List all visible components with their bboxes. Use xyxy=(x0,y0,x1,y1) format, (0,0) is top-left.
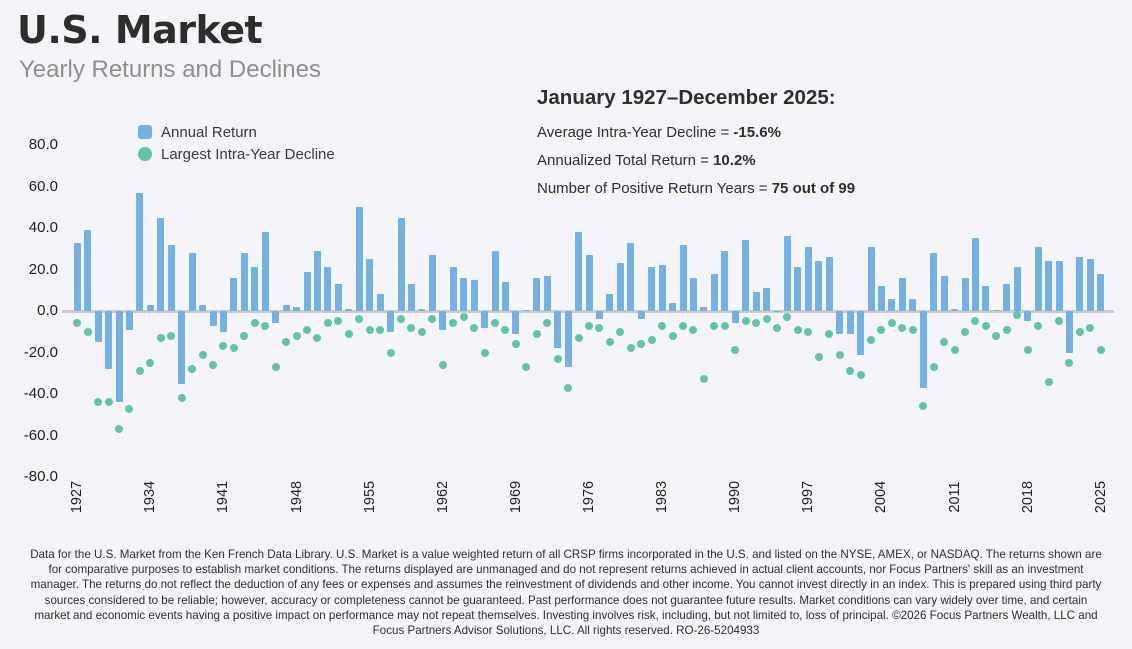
dot-1959 xyxy=(407,324,415,332)
stat-label: Average Intra-Year Decline = xyxy=(537,124,734,141)
bar-1985 xyxy=(680,245,687,311)
bar-2017 xyxy=(1014,267,1021,311)
dot-1947 xyxy=(282,338,290,346)
dot-1935 xyxy=(157,334,165,342)
dot-1958 xyxy=(397,315,405,323)
dot-1938 xyxy=(188,365,196,373)
bar-1943 xyxy=(241,253,248,311)
bar-1987 xyxy=(700,307,707,311)
y-tick-80.0: 80.0 xyxy=(28,136,58,153)
bar-1972 xyxy=(544,276,551,311)
bar-2001 xyxy=(847,311,854,334)
bar-2025 xyxy=(1097,274,1104,311)
dot-2019 xyxy=(1034,322,1042,330)
dot-2000 xyxy=(836,351,844,359)
bar-1986 xyxy=(690,278,697,311)
dot-1936 xyxy=(167,332,175,340)
bar-2002 xyxy=(857,311,864,355)
bar-1974 xyxy=(565,311,572,367)
dot-1973 xyxy=(554,355,562,363)
bar-1927 xyxy=(74,243,81,311)
bar-1956 xyxy=(377,294,384,311)
bar-1948 xyxy=(293,307,300,311)
dot-1997 xyxy=(804,328,812,336)
page-subtitle: Yearly Returns and Declines xyxy=(19,56,321,83)
bar-1975 xyxy=(575,232,582,311)
dot-1999 xyxy=(825,330,833,338)
bar-1938 xyxy=(189,253,196,311)
bar-2012 xyxy=(962,278,969,311)
dot-1944 xyxy=(251,319,259,327)
bar-1988 xyxy=(711,274,718,311)
dot-1954 xyxy=(355,315,363,323)
dot-2013 xyxy=(971,317,979,325)
bar-1970 xyxy=(523,310,530,311)
y-tick-60.0: 60.0 xyxy=(28,177,58,195)
dot-1957 xyxy=(387,349,395,357)
dot-2003 xyxy=(867,336,875,344)
dot-1967 xyxy=(491,319,499,327)
disclaimer-text: Data for the U.S. Market from the Ken French Data Library. U.S. Market is a value weighted return of all CRSP firms incorporated in the U.S. and listed on the NYSE, AMEX, or NASDAQ. The returns shown are for comparative purposes to establish market conditions. The returns displayed are unmanaged and do not represent returns achieved in actual client accounts, nor Focus Partners' skill as an investment manager. The returns do not reflect the deduction of any fees or expenses and assumes the reinvestment of dividends and other income. You cannot invest directly in an index. This is prepared using third party sources considered to be reliable; however, accuracy or completeness cannot be guaranteed. Past performance does not guarantee future results. Market conditions can vary widely over time, and certain market and economic events having a positive impact on performance may not repeat themselves. Investing involves risk, including, but not limited to, loss of principal. ©2026 Focus Partners Wealth, LLC and Focus Partners Advisor Solutions, LLC. All rights reserved. RO-26-5204933 xyxy=(30,548,1102,638)
dot-2025 xyxy=(1097,346,1105,354)
dot-1963 xyxy=(449,319,457,327)
dot-1988 xyxy=(710,322,718,330)
stat-label: Annualized Total Return = xyxy=(537,152,714,169)
y-tick-0.0: 0.0 xyxy=(37,302,58,319)
dot-2006 xyxy=(898,324,906,332)
bar-1996 xyxy=(794,267,801,311)
bar-1992 xyxy=(753,292,760,311)
bar-1950 xyxy=(314,251,321,311)
bar-1981 xyxy=(638,311,645,319)
dot-1943 xyxy=(240,332,248,340)
bar-1961 xyxy=(429,255,436,311)
bar-1951 xyxy=(324,267,331,311)
bar-2009 xyxy=(930,253,937,311)
bar-2006 xyxy=(899,278,906,311)
bar-1949 xyxy=(304,272,311,311)
dot-1952 xyxy=(334,317,342,325)
bar-1952 xyxy=(335,284,342,311)
y-tick--20.0: -20.0 xyxy=(23,343,58,361)
y-tick-40.0: 40.0 xyxy=(28,219,58,236)
bar-2013 xyxy=(972,238,979,311)
bar-2016 xyxy=(1003,284,1010,311)
dot-1962 xyxy=(439,361,447,369)
dot-1966 xyxy=(481,349,489,357)
bar-2000 xyxy=(836,311,843,334)
bar-1934 xyxy=(147,305,154,311)
bar-1963 xyxy=(450,267,457,311)
dot-1945 xyxy=(261,322,269,330)
legend-label: Largest Intra-Year Decline xyxy=(161,145,335,163)
bar-2024 xyxy=(1087,259,1094,311)
dot-1989 xyxy=(721,322,729,330)
bar-1998 xyxy=(815,261,822,311)
dot-2017 xyxy=(1013,311,1021,319)
dot-1951 xyxy=(324,319,332,327)
page-title: U.S. Market xyxy=(17,8,263,52)
bar-1942 xyxy=(230,278,237,311)
bar-1971 xyxy=(533,278,540,311)
x-tick-1976: 1976 xyxy=(581,480,597,514)
bar-1954 xyxy=(356,207,363,311)
dot-1934 xyxy=(146,359,154,367)
bar-1955 xyxy=(366,259,373,311)
bar-2019 xyxy=(1035,247,1042,311)
bar-1989 xyxy=(721,251,728,311)
bar-1929 xyxy=(95,311,102,342)
dot-1930 xyxy=(105,398,113,406)
dot-1961 xyxy=(428,315,436,323)
dot-2004 xyxy=(877,326,885,334)
bar-1940 xyxy=(210,311,217,326)
dot-1996 xyxy=(794,326,802,334)
bar-2010 xyxy=(941,276,948,311)
x-tick-1962: 1962 xyxy=(434,480,451,514)
bar-1983 xyxy=(659,265,666,311)
bar-1936 xyxy=(168,245,175,311)
bar-1965 xyxy=(471,280,478,311)
dot-1964 xyxy=(460,313,468,321)
bar-2005 xyxy=(888,299,895,311)
bar-1990 xyxy=(732,311,739,323)
bar-1995 xyxy=(784,236,791,311)
legend-label: Annual Return xyxy=(161,123,257,141)
x-tick-1941: 1941 xyxy=(215,480,232,514)
x-tick-1948: 1948 xyxy=(288,480,305,514)
bar-1979 xyxy=(617,263,624,311)
bar-1932 xyxy=(126,311,133,330)
bar-1997 xyxy=(805,247,812,311)
bar-1935 xyxy=(157,218,164,311)
y-tick--60.0: -60.0 xyxy=(23,426,58,444)
bar-1945 xyxy=(262,232,269,311)
dot-1960 xyxy=(418,328,426,336)
bar-1937 xyxy=(178,311,185,384)
dot-1955 xyxy=(366,326,374,334)
bar-1980 xyxy=(627,243,634,311)
x-tick-2004: 2004 xyxy=(873,480,890,514)
bar-1999 xyxy=(826,257,833,311)
dot-1995 xyxy=(783,313,791,321)
bar-2015 xyxy=(993,310,1000,311)
dot-1939 xyxy=(199,351,207,359)
stat-value: 75 out of 99 xyxy=(771,180,856,197)
x-tick-1934: 1934 xyxy=(142,480,159,514)
bar-1991 xyxy=(742,240,749,311)
bar-1944 xyxy=(251,267,258,311)
bar-1953 xyxy=(345,309,352,311)
x-tick-1955: 1955 xyxy=(361,480,378,514)
bar-2011 xyxy=(951,309,958,311)
bar-2014 xyxy=(982,286,989,311)
bar-1993 xyxy=(763,288,770,311)
dot-1980 xyxy=(627,344,635,352)
dot-1979 xyxy=(616,328,624,336)
dot-2002 xyxy=(857,371,865,379)
bar-1930 xyxy=(105,311,112,369)
dot-2008 xyxy=(919,402,927,410)
dot-2010 xyxy=(940,338,948,346)
dot-1992 xyxy=(752,319,760,327)
dot-1970 xyxy=(522,363,530,371)
dot-1950 xyxy=(313,334,321,342)
dot-1974 xyxy=(564,384,572,392)
dot-1983 xyxy=(658,322,666,330)
stat-label: Number of Positive Return Years = xyxy=(537,180,772,197)
bar-1939 xyxy=(199,305,206,311)
dot-1931 xyxy=(115,425,123,433)
dot-2023 xyxy=(1076,328,1084,336)
bar-1969 xyxy=(512,311,519,334)
dot-1981 xyxy=(637,340,645,348)
dot-2005 xyxy=(888,319,896,327)
dot-1993 xyxy=(763,315,771,323)
dot-1977 xyxy=(595,324,603,332)
bar-2022 xyxy=(1066,311,1073,353)
dot-2001 xyxy=(846,367,854,375)
dot-1990 xyxy=(731,346,739,354)
dot-1982 xyxy=(648,336,656,344)
bar-1960 xyxy=(418,309,425,311)
x-tick-2025: 2025 xyxy=(1092,480,1109,514)
dot-1953 xyxy=(345,330,353,338)
bar-2004 xyxy=(878,286,885,311)
dot-2016 xyxy=(1003,326,1011,334)
dot-1928 xyxy=(84,328,92,336)
annual-return-swatch-icon xyxy=(138,125,152,139)
bar-2003 xyxy=(868,247,875,311)
bar-1967 xyxy=(492,251,499,311)
x-tick-1983: 1983 xyxy=(654,480,671,514)
dot-1927 xyxy=(73,319,81,327)
bar-1984 xyxy=(669,303,676,311)
stat-value: 10.2% xyxy=(713,152,756,169)
dot-2020 xyxy=(1045,378,1053,386)
dot-2011 xyxy=(951,346,959,354)
bar-1946 xyxy=(272,311,279,323)
dot-1984 xyxy=(669,332,677,340)
y-tick--40.0: -40.0 xyxy=(23,385,58,402)
dot-2009 xyxy=(930,363,938,371)
dot-1994 xyxy=(773,324,781,332)
dot-1932 xyxy=(125,405,133,413)
dot-2022 xyxy=(1065,359,1073,367)
dot-2018 xyxy=(1024,346,1032,354)
x-tick-1997: 1997 xyxy=(800,480,817,514)
plot-area xyxy=(72,145,1106,477)
bar-1962 xyxy=(439,311,446,330)
bar-1941 xyxy=(220,311,227,332)
dot-1937 xyxy=(178,394,186,402)
dot-1991 xyxy=(742,317,750,325)
bar-1947 xyxy=(283,305,290,311)
dot-1933 xyxy=(136,367,144,375)
bar-2007 xyxy=(909,299,916,311)
bar-2018 xyxy=(1024,311,1031,321)
x-tick-1969: 1969 xyxy=(507,480,524,514)
dot-2012 xyxy=(961,328,969,336)
dot-1985 xyxy=(679,322,687,330)
dot-1948 xyxy=(293,332,301,340)
bar-1978 xyxy=(606,294,613,311)
dot-1942 xyxy=(230,344,238,352)
dot-2021 xyxy=(1055,317,1063,325)
dot-1969 xyxy=(512,340,520,348)
bar-1931 xyxy=(116,311,123,402)
bar-1982 xyxy=(648,267,655,311)
dot-1968 xyxy=(501,326,509,334)
bar-2020 xyxy=(1045,261,1052,311)
bar-1973 xyxy=(554,311,561,348)
dot-1998 xyxy=(815,353,823,361)
dot-1972 xyxy=(543,319,551,327)
dot-1975 xyxy=(575,334,583,342)
x-tick-1927: 1927 xyxy=(69,480,86,514)
dot-1965 xyxy=(470,324,478,332)
x-tick-2011: 2011 xyxy=(946,481,963,513)
bar-1976 xyxy=(586,255,593,311)
bar-1966 xyxy=(481,311,488,328)
dot-1946 xyxy=(272,363,280,371)
bar-1977 xyxy=(596,311,603,319)
stat-value: -15.6% xyxy=(733,124,781,141)
dot-1987 xyxy=(700,375,708,383)
stats-heading: January 1927–December 2025: xyxy=(537,86,836,109)
bar-1928 xyxy=(84,230,91,311)
dot-1976 xyxy=(585,322,593,330)
bar-2008 xyxy=(920,311,927,388)
dot-2007 xyxy=(909,326,917,334)
dot-2024 xyxy=(1086,324,1094,332)
dot-1949 xyxy=(303,326,311,334)
dot-1956 xyxy=(376,326,384,334)
bar-1959 xyxy=(408,284,415,311)
dot-2014 xyxy=(982,322,990,330)
x-tick-1990: 1990 xyxy=(727,480,744,514)
bar-1964 xyxy=(460,278,467,311)
bar-1958 xyxy=(398,218,405,311)
dot-1971 xyxy=(533,330,541,338)
x-tick-2018: 2018 xyxy=(1019,480,1036,514)
bar-1968 xyxy=(502,282,509,311)
dot-1986 xyxy=(689,326,697,334)
dot-1978 xyxy=(606,338,614,346)
bar-2021 xyxy=(1056,261,1063,311)
bar-2023 xyxy=(1076,257,1083,311)
bar-1957 xyxy=(387,311,394,332)
dot-2015 xyxy=(992,332,1000,340)
dot-1940 xyxy=(209,361,217,369)
bar-1933 xyxy=(136,193,143,311)
dot-1929 xyxy=(94,398,102,406)
y-tick--80.0: -80.0 xyxy=(23,468,58,485)
stat-average-intra-year-decline xyxy=(537,119,855,147)
dot-1941 xyxy=(219,342,227,350)
y-tick-20.0: 20.0 xyxy=(28,260,58,278)
legend-item-annual-return xyxy=(138,121,335,143)
